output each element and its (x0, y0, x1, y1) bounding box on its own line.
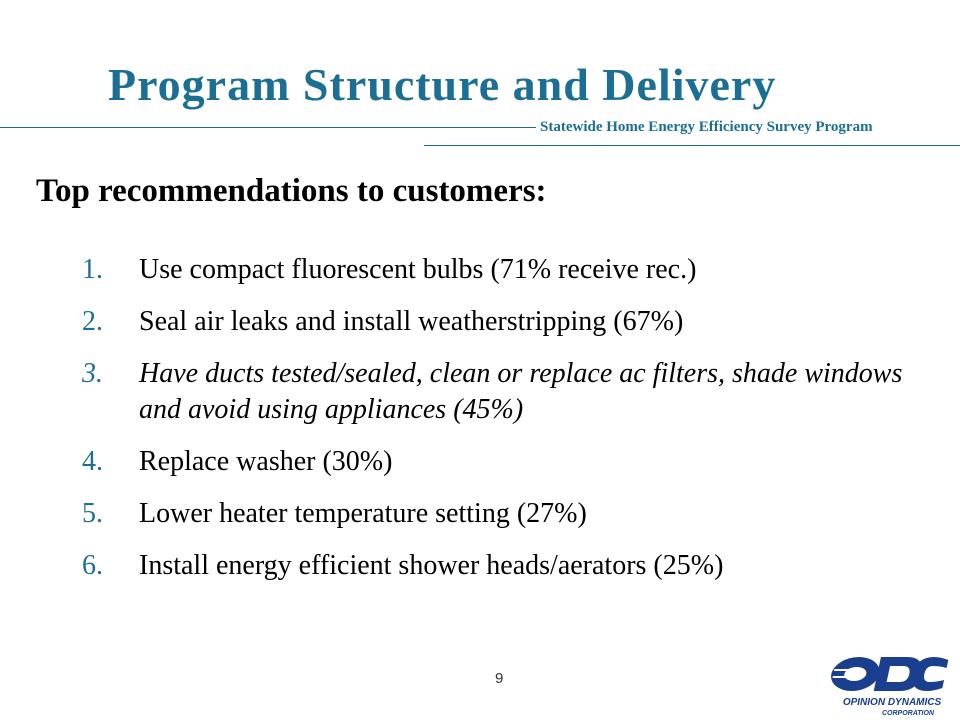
list-item-text: Install energy efficient shower heads/aerators (25%) (139, 550, 724, 581)
recommendations-list (82, 252, 942, 600)
section-heading: Top recommendations to customers: (36, 173, 547, 209)
list-item-number: 4. (82, 446, 103, 477)
list-item-number: 2. (82, 306, 103, 337)
page-number: 9 (495, 670, 504, 687)
list-item-text: Use compact fluorescent bulbs (71% receive rec.) (139, 254, 697, 285)
header-rule-bottom (424, 145, 960, 146)
list-item (82, 356, 942, 428)
list-item-text: Seal air leaks and install weatherstripping (67%) (139, 306, 684, 337)
list-item (82, 304, 942, 340)
list-item-number: 5. (82, 498, 103, 529)
odc-logo (818, 652, 958, 718)
slide-title: Program Structure and Delivery (108, 59, 777, 110)
list-item (82, 496, 942, 532)
list-item-text: Have ducts tested/sealed, clean or replace ac filters, shade windows and avoid using appliances (45%) (139, 358, 903, 425)
list-item-number: 6. (82, 550, 103, 581)
logo-company-suffix: CORPORATION (882, 710, 934, 717)
list-item-number: 1. (82, 254, 103, 285)
program-subtitle: Statewide Home Energy Efficiency Survey Program (540, 119, 873, 135)
list-item-number: 3. (82, 358, 103, 389)
list-item (82, 444, 942, 480)
list-item-text: Replace washer (30%) (139, 446, 393, 477)
list-item (82, 548, 942, 584)
header-rule-top (0, 127, 536, 128)
list-item (82, 252, 942, 288)
list-item-text: Lower heater temperature setting (27%) (139, 498, 587, 529)
logo-company-name: OPINION DYNAMICS (842, 697, 942, 708)
